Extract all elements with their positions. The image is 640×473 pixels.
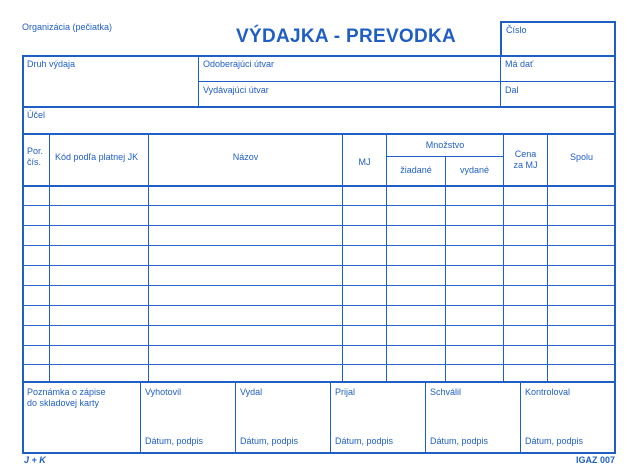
organization-label: Organizácia (pečiatka) [22,22,113,32]
date-sign-label: Dátum, podpis [335,436,394,446]
quantity-subheader-line [387,156,503,157]
col-code-header: Kód podľa platnej JK [55,152,139,162]
col-seq-header: Por. čís. [27,146,44,167]
divider [199,81,615,82]
issuing-unit-field[interactable]: Vydávajúci útvar [203,85,269,95]
table-row[interactable] [23,285,615,286]
col-name-header: Názov [232,152,259,162]
debit-field[interactable]: Má dať [505,59,534,69]
signature-section-line [23,381,615,383]
divider [23,106,615,108]
col-issued-header: vydané [459,165,490,175]
prepared-by-field[interactable]: Vyhotovil [145,387,182,397]
col-unit-header: MJ [358,157,371,167]
stock-card-note-field[interactable]: Poznámka o zápise do skladovej karty [27,387,106,408]
col-requested-header: žiadané [400,165,432,175]
column-line [342,134,343,381]
approved-by-field[interactable]: Schválil [430,387,462,397]
number-label: Číslo [506,25,527,35]
table-row[interactable] [23,225,615,226]
divider [23,133,615,135]
date-sign-label: Dátum, podpis [525,436,584,446]
table-row[interactable] [23,245,615,246]
credit-field[interactable]: Dal [505,85,519,95]
table-row[interactable] [23,325,615,326]
col-quantity-header: Množstvo [425,140,465,150]
signature-divider [520,382,521,453]
signature-divider [140,382,141,453]
table-row[interactable] [23,265,615,266]
date-sign-label: Dátum, podpis [240,436,299,446]
date-sign-label: Dátum, podpis [430,436,489,446]
purpose-field[interactable]: Účel [27,110,46,120]
signature-divider [425,382,426,453]
signature-divider [330,382,331,453]
table-row[interactable] [23,305,615,306]
col-total-header: Spolu [569,152,594,162]
table-row[interactable] [23,345,615,346]
column-line [148,134,149,381]
table-row[interactable] [23,205,615,206]
column-line [503,134,504,381]
table-row[interactable] [23,364,615,365]
received-by-field[interactable]: Prijal [335,387,356,397]
date-sign-label: Dátum, podpis [145,436,204,446]
receiving-unit-field[interactable]: Odoberajúci útvar [203,59,275,69]
form-title: VÝDAJKA - PREVODKA [236,26,457,47]
table-header-line [23,185,615,187]
issued-by-field[interactable]: Vydal [240,387,263,397]
column-line [547,134,548,381]
col-price-header: Cena za MJ [513,149,538,170]
form-code: IGAZ 007 [576,455,616,465]
column-line [445,156,446,381]
issue-type-field[interactable]: Druh výdaja [27,59,76,69]
checked-by-field[interactable]: Kontroloval [525,387,571,397]
signature-divider [235,382,236,453]
column-line [49,134,50,381]
printer-code: J + K [24,455,46,465]
